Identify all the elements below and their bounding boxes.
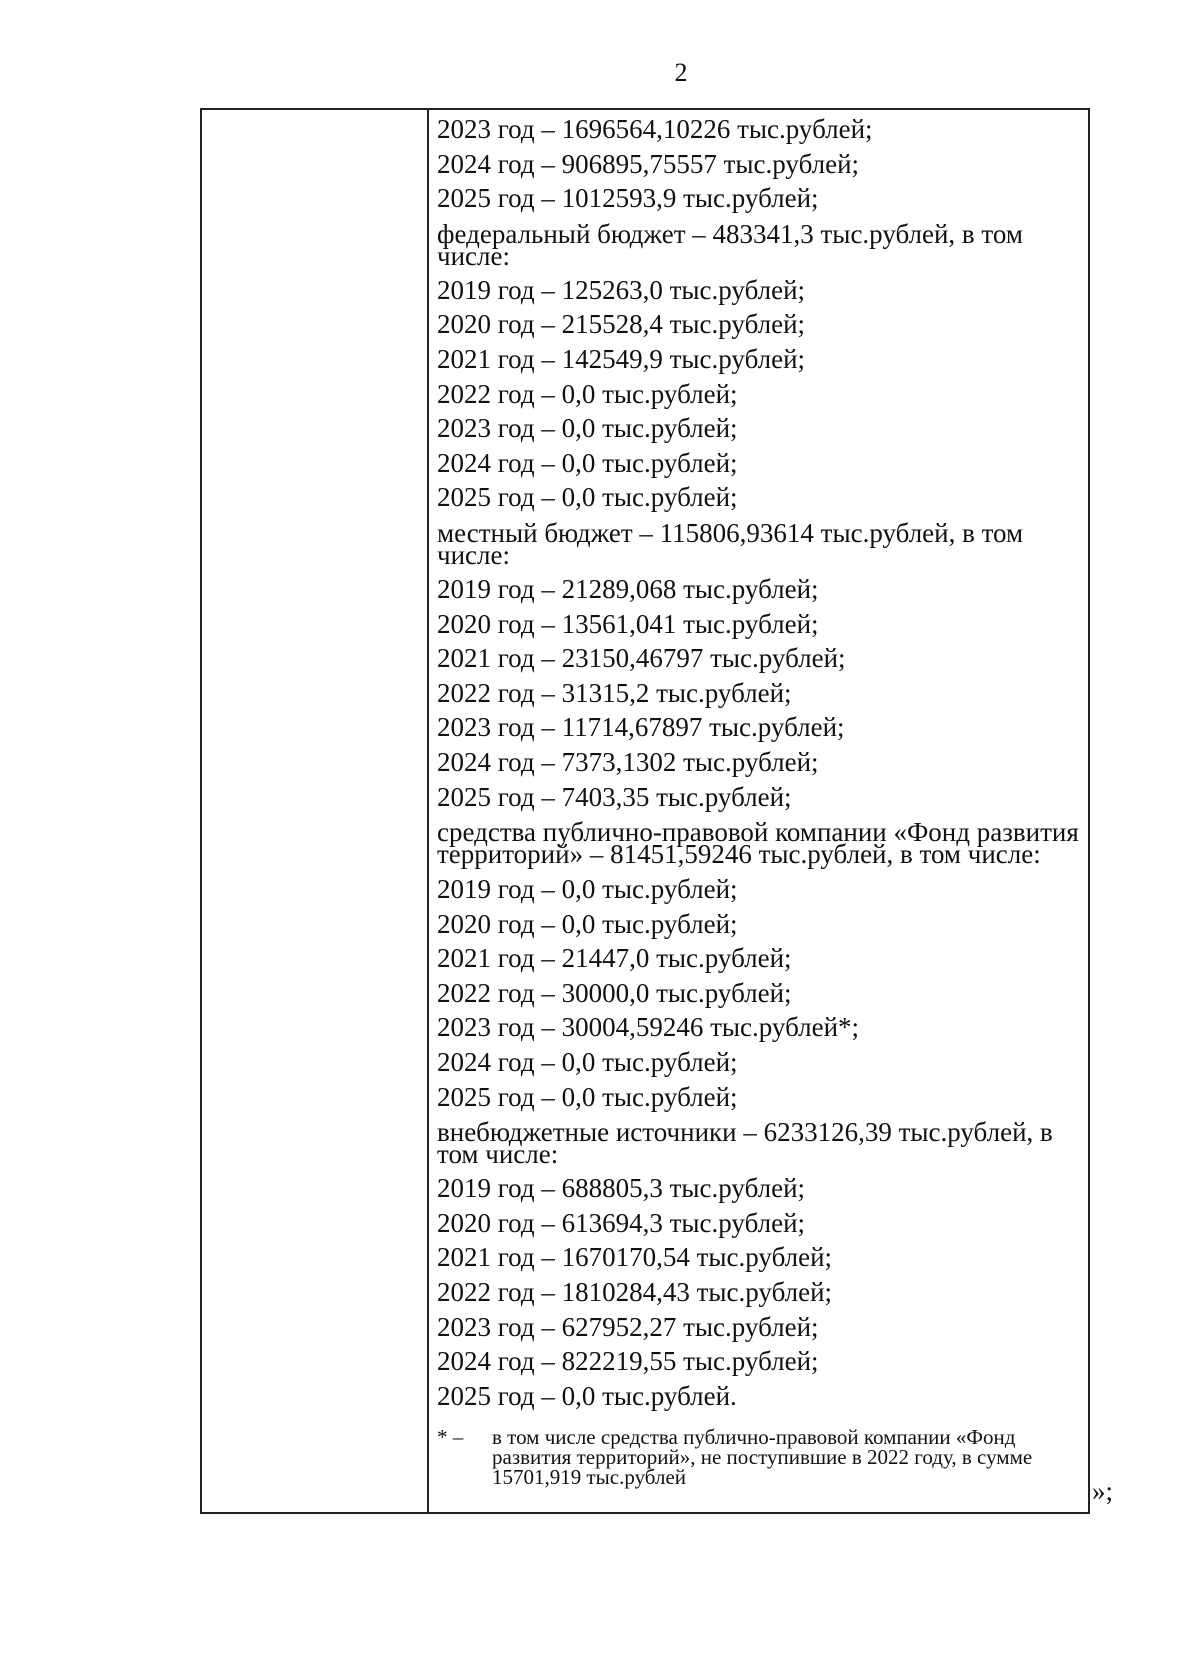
table-right-column bbox=[429, 110, 1088, 1512]
funding-row: 2024 год – 7373,1302 тыс.рублей; bbox=[437, 746, 819, 777]
funding-row: 2025 год – 1012593,9 тыс.рублей; bbox=[437, 183, 819, 214]
funding-source-heading: внебюджетные источники – 6233126,39 тыс.рублей, в том числе: bbox=[437, 1117, 1053, 1170]
funding-row: 2024 год – 822219,55 тыс.рублей; bbox=[437, 1346, 819, 1377]
funding-row: 2024 год – 906895,75557 тыс.рублей; bbox=[437, 148, 860, 179]
funding-row: 2025 год – 7403,35 тыс.рублей; bbox=[437, 781, 792, 812]
footnote bbox=[437, 1425, 1080, 1490]
funding-row: 2023 год – 627952,27 тыс.рублей; bbox=[437, 1311, 819, 1342]
funding-row: 2025 год – 0,0 тыс.рублей; bbox=[437, 482, 738, 513]
funding-row: 2023 год – 1696564,10226 тыс.рублей; bbox=[437, 114, 873, 144]
closing-quote-mark: »; bbox=[1092, 1476, 1114, 1506]
funding-row: 2021 год – 142549,9 тыс.рублей; bbox=[437, 343, 806, 374]
funding-row: 2021 год – 1670170,54 тыс.рублей; bbox=[437, 1242, 833, 1273]
footnote-text: в том числе средства публично-правовой компании «Фонд развития территорий», не поступившие в 2022 году, в сумме 15701,919 тыс.рублей bbox=[492, 1425, 1033, 1490]
funding-row: 2020 год – 215528,4 тыс.рублей; bbox=[437, 309, 806, 340]
funding-source-heading: средства публично-правовой компании «Фонд развития территорий» – 81451,59246 тыс.рублей, в том числе: bbox=[437, 817, 1079, 870]
funding-row: 2023 год – 0,0 тыс.рублей; bbox=[437, 413, 738, 444]
funding-row: 2019 год – 21289,068 тыс.рублей; bbox=[437, 573, 819, 604]
table-left-column bbox=[202, 110, 429, 1512]
funding-row: 2020 год – 13561,041 тыс.рублей; bbox=[437, 608, 819, 639]
funding-row: 2025 год – 0,0 тыс.рублей; bbox=[437, 1081, 738, 1112]
funding-source-heading: местный бюджет – 115806,93614 тыс.рублей, в том числе: bbox=[437, 517, 1024, 570]
funding-row: 2020 год – 613694,3 тыс.рублей; bbox=[437, 1207, 806, 1238]
funding-row: 2022 год – 31315,2 тыс.рублей; bbox=[437, 677, 792, 708]
funding-row: 2019 год – 0,0 тыс.рублей; bbox=[437, 874, 738, 905]
funding-table bbox=[200, 108, 1090, 1514]
funding-row: 2021 год – 23150,46797 тыс.рублей; bbox=[437, 643, 846, 674]
footnote-mark: * – bbox=[437, 1425, 464, 1450]
funding-row: 2023 год – 30004,59246 тыс.рублей*; bbox=[437, 1012, 860, 1043]
funding-row: 2019 год – 125263,0 тыс.рублей; bbox=[437, 274, 806, 305]
funding-row: 2020 год – 0,0 тыс.рублей; bbox=[437, 908, 738, 939]
funding-row: 2022 год – 30000,0 тыс.рублей; bbox=[437, 977, 792, 1008]
funding-row: 2023 год – 11714,67897 тыс.рублей; bbox=[437, 712, 845, 743]
funding-row: 2025 год – 0,0 тыс.рублей. bbox=[437, 1380, 737, 1411]
funding-row: 2024 год – 0,0 тыс.рублей; bbox=[437, 447, 738, 478]
funding-row: 2021 год – 21447,0 тыс.рублей; bbox=[437, 943, 792, 974]
funding-row: 2022 год – 0,0 тыс.рублей; bbox=[437, 378, 738, 409]
funding-row: 2024 год – 0,0 тыс.рублей; bbox=[437, 1047, 738, 1078]
page-number: 2 bbox=[674, 58, 688, 87]
funding-row: 2022 год – 1810284,43 тыс.рублей; bbox=[437, 1277, 833, 1308]
funding-source-heading: федеральный бюджет – 483341,3 тыс.рублей, в том числе: bbox=[437, 218, 1023, 271]
funding-row: 2019 год – 688805,3 тыс.рублей; bbox=[437, 1173, 806, 1204]
